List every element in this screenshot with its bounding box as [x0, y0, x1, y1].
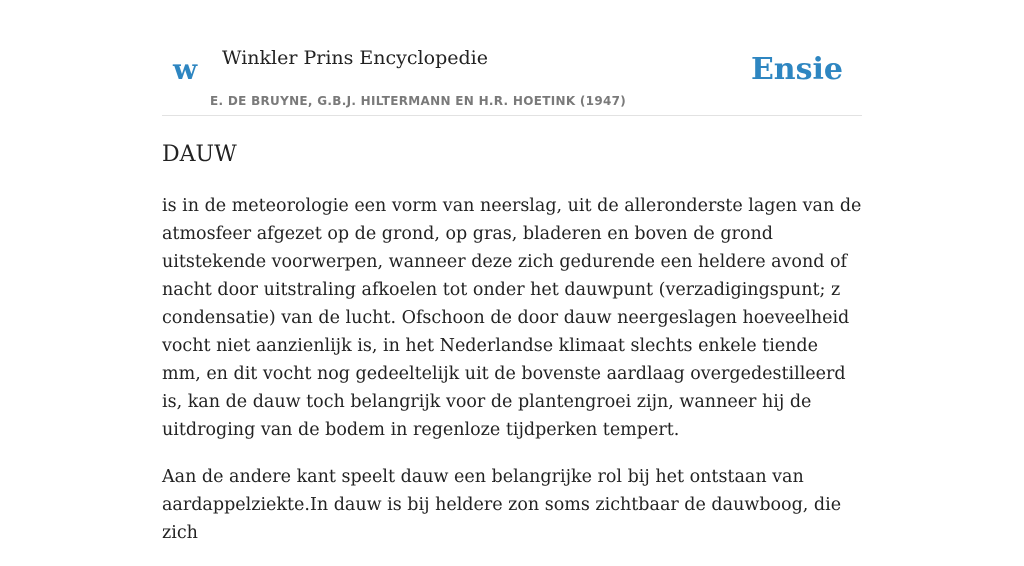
book-authors: E. DE BRUYNE, G.B.J. HILTERMANN EN H.R. HOETINK (1947)	[210, 94, 627, 108]
header	[162, 0, 862, 116]
winkler-prins-logo[interactable]: w	[173, 53, 198, 86]
page	[162, 0, 862, 543]
entry-body	[162, 192, 862, 566]
entry-paragraph: is in de meteorologie een vorm van neerslag, uit de alleronderste lagen van de atmosfeer afgezet op de grond, op gras, bladeren en boven de grond uitstekende voorwerpen, wanneer deze zich gedurende een heldere avond of nacht door uitstraling afkoelen tot onder het dauwpunt (verzadigingspunt; z condensatie) van de lucht. Ofschoon de door dauw neergeslagen hoeveelheid vocht niet aanzienlijk is, in het Nederlandse klimaat slechts enkele tiende mm, en dit vocht nog gedeeltelijk uit de bovenste aardlaag overgedestilleerd is, kan de dauw toch belangrijk voor de plantengroei zijn, wanneer hij de uitdroging van de bodem in regenloze tijdperken tempert.	[162, 196, 862, 440]
entry-paragraph: Aan de andere kant speelt dauw een belangrijke rol bij het ontstaan van aardappelziekte.In dauw is bij heldere zon soms zichtbaar de dauwboog, die zich	[162, 467, 842, 543]
ensie-logo-link[interactable]: Ensie	[750, 52, 843, 87]
entry-title: DAUW	[162, 142, 237, 167]
book-title[interactable]: Winkler Prins Encyclopedie	[222, 47, 488, 69]
